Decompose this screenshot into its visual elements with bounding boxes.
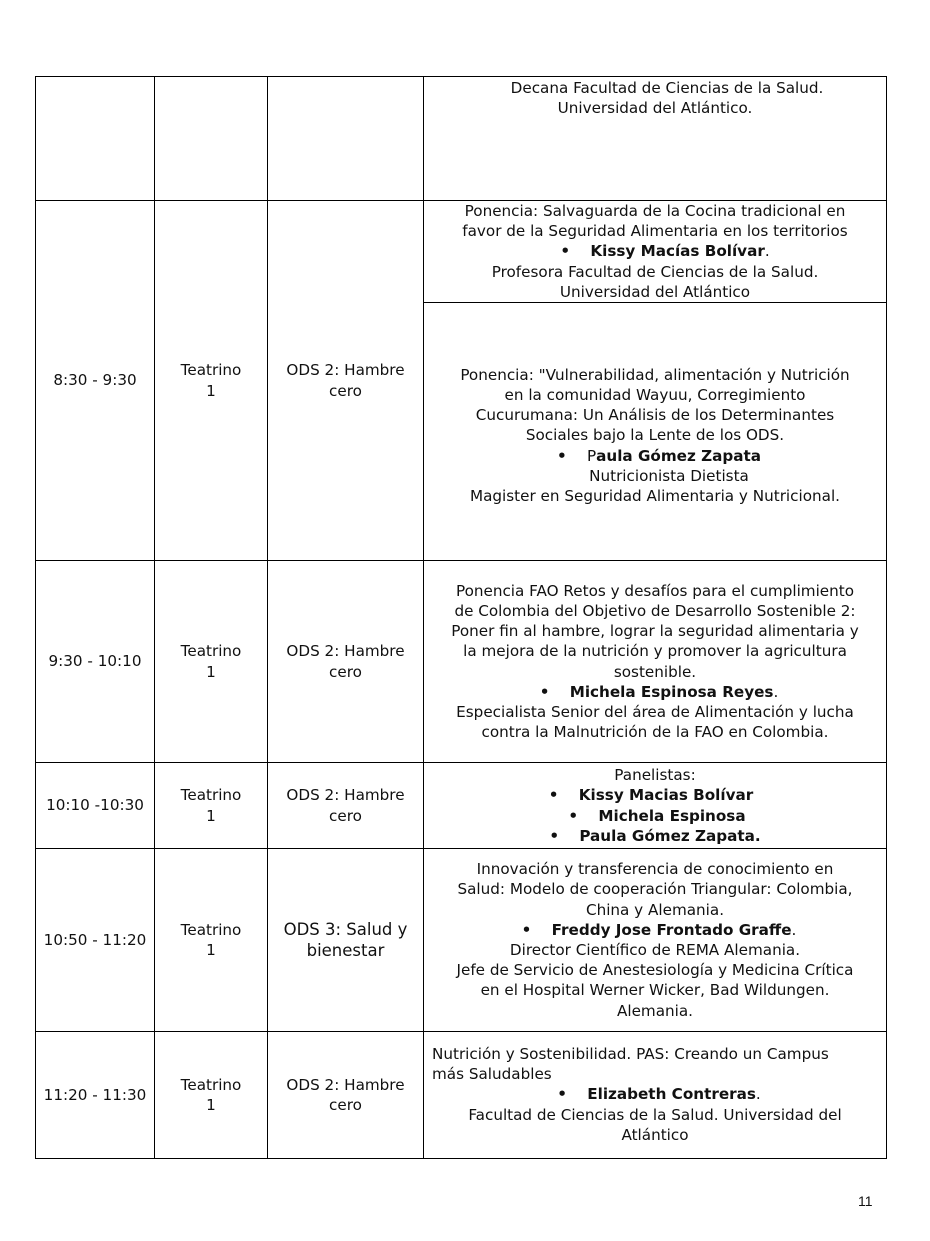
- speaker-name: • Paula Gómez Zapata: [432, 446, 878, 466]
- session-ods: ODS 2: Hambre cero: [286, 361, 405, 400]
- bullet-icon: [549, 786, 579, 804]
- session-place: Teatrino 1: [180, 1075, 242, 1114]
- description-line: Decana Facultad de Ciencias de la Salud.: [510, 79, 824, 97]
- session-description: Panelistas: • Kissy Macias Bolívar • Michela Espinosa • Paula Gómez Zapata.: [424, 763, 886, 848]
- table-border: [886, 76, 887, 1159]
- bullet-icon: [568, 807, 598, 825]
- panelist: • Paula Gómez Zapata.: [432, 826, 878, 846]
- session-time: 10:50 - 11:20: [43, 930, 147, 949]
- session-description: Ponencia: Salvaguarda de la Cocina tradicional en favor de la Seguridad Alimentaria en los territorios • Kissy Macías Bolívar. Profesora Facultad de Ciencias de la Salud. Universidad del Atlántico: [424, 201, 886, 302]
- session-time: 9:30 - 10:10: [48, 652, 142, 671]
- speaker-name: • Kissy Macías Bolívar.: [432, 241, 878, 261]
- session-ods: ODS 2: Hambre cero: [286, 642, 405, 681]
- session-description: Innovación y transferencia de conocimiento en Salud: Modelo de cooperación Triangular: Colombia, China y Alemania. • Freddy Jose Frontado Graffe. Director Científico de REMA Alemania. Jefe de Servicio de Anestesiología y Medicina Crítica en el Hospital Werner Wicker, Bad Wildungen. Alemania.: [424, 849, 886, 1031]
- session-place: Teatrino 1: [180, 920, 242, 959]
- session-time: 11:20 - 11:30: [43, 1085, 147, 1104]
- session-ods: ODS 2: Hambre cero: [286, 1075, 405, 1114]
- session-place: Teatrino 1: [180, 642, 242, 681]
- bullet-icon: [549, 827, 579, 845]
- table-border: [35, 76, 887, 77]
- session-ods: ODS 2: Hambre cero: [286, 786, 405, 825]
- bullet-icon: [557, 1085, 587, 1103]
- table-border: [35, 1158, 887, 1159]
- speaker-name: • Elizabeth Contreras.: [432, 1084, 878, 1104]
- session-place: Teatrino 1: [180, 786, 242, 825]
- bullet-icon: [560, 242, 590, 260]
- speaker-name: • Michela Espinosa Reyes.: [432, 682, 878, 702]
- bullet-icon: [557, 447, 587, 465]
- session-ods: ODS 3: Salud y bienestar: [283, 920, 408, 960]
- session-description: [424, 78, 886, 200]
- panelist: • Kissy Macias Bolívar: [432, 785, 878, 805]
- bullet-icon: [540, 683, 570, 701]
- description-line: Universidad del Atlántico.: [557, 99, 753, 118]
- page-number: 11: [858, 1193, 873, 1209]
- session-time: 10:10 -10:30: [46, 796, 144, 815]
- session-time: 8:30 - 9:30: [53, 371, 137, 390]
- session-place: Teatrino 1: [180, 361, 242, 400]
- panelist: • Michela Espinosa: [432, 806, 878, 826]
- session-description: Nutrición y Sostenibilidad. PAS: Creando un Campus más Saludables • Elizabeth Contreras. Facultad de Ciencias de la Salud. Universidad del Atlántico: [424, 1044, 886, 1158]
- session-description: Ponencia: "Vulnerabilidad, alimentación y Nutrición en la comunidad Wayuu, Corregimiento Cucurumana: Un Análisis de los Determinantes Sociales bajo la Lente de los ODS. • Paula Gómez Zapata Nutricionista Dietista Magister en Seguridad Alimentaria y Nutricional.: [424, 303, 886, 560]
- speaker-name: • Freddy Jose Frontado Graffe.: [432, 920, 878, 940]
- session-description: Ponencia FAO Retos y desafíos para el cumplimiento de Colombia del Objetivo de Desarrollo Sostenible 2: Poner fin al hambre, lograr la seguridad alimentaria y la mejora de la nutrición y promover la agricultura sostenible. • Michela Espinosa Reyes. Especialista Senior del área de Alimentación y lucha contra la Malnutrición de la FAO en Colombia.: [424, 561, 886, 762]
- bullet-icon: [522, 921, 552, 939]
